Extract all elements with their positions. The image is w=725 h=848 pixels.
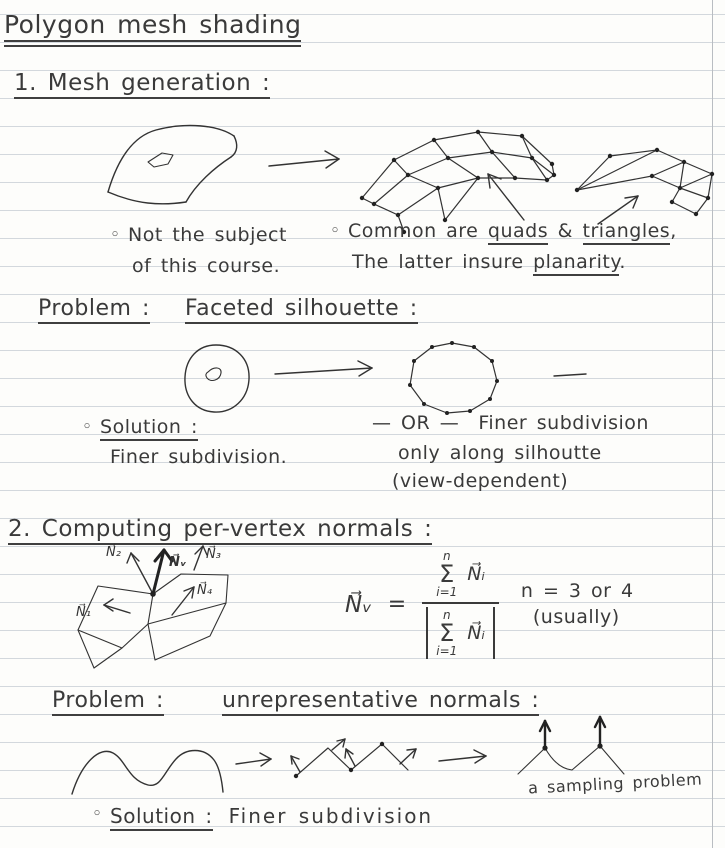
normal-label-n4: N⃗₄ <box>197 583 212 598</box>
peak-vertices <box>542 743 602 750</box>
dash-stroke <box>554 374 586 376</box>
arrow-right-icon <box>272 358 387 384</box>
arrow-right-icon <box>436 746 498 770</box>
note-not-subject: ◦ Not the subject of this course. <box>110 220 287 282</box>
arrow-right-icon <box>233 750 281 772</box>
vertex-normals-drawing <box>60 540 305 685</box>
sampled-peaks-drawing <box>512 708 647 780</box>
normal-label-nv: N⃗ᵥ <box>169 555 187 570</box>
page-title: Polygon mesh shading <box>4 10 301 47</box>
circle-strokes <box>185 345 249 412</box>
problem1-label: Problem : <box>38 296 150 321</box>
faceted-circle-drawing <box>402 340 502 418</box>
summation-symbol: n Σ i=1 <box>436 608 458 658</box>
smooth-circle-drawing <box>178 342 256 416</box>
formula-fraction <box>422 550 499 659</box>
dash-mark <box>552 370 592 380</box>
bullet-icon: ◦ <box>92 804 103 824</box>
normal-arrows <box>291 739 416 772</box>
problem2-label: Problem : <box>52 688 164 713</box>
surface-patch-strokes <box>108 125 237 203</box>
vertex-normal-formula <box>345 550 634 659</box>
wave-stroke <box>72 751 223 795</box>
normal-label-n1: N⃗₁ <box>76 605 91 620</box>
peak-normal-arrows <box>540 717 605 748</box>
polyline-normals-drawing <box>288 736 428 791</box>
note-common-quads: ◦ Common are quads & triangles, The latter insure planarity. <box>330 216 677 278</box>
formula-equals: = <box>387 592 407 617</box>
section1-heading: 1. Mesh generation : <box>14 70 270 96</box>
arrow-strokes <box>488 174 524 220</box>
or-alternative-line2: only along silhoutte <box>398 442 602 464</box>
solution1: ◦ Solution : Finer subdivision. <box>82 412 287 472</box>
normal-label-n3: N⃗₃ <box>206 547 221 562</box>
arrow-strokes <box>269 151 339 168</box>
smooth-wave-drawing <box>66 740 236 802</box>
formula-lhs: N⃗ᵥ <box>345 591 372 618</box>
summation-symbol: n Σ i=1 <box>436 549 458 599</box>
paper-edge-line <box>712 0 713 848</box>
formula-note: n = 3 or 4 (usually) <box>520 579 634 628</box>
arrow-strokes <box>275 361 372 376</box>
formula-numerator: n Σ i=1 N⃗ᵢ <box>422 550 499 604</box>
smooth-surface-patch-drawing <box>98 122 258 218</box>
normal-label-n2: N⃗₂ <box>106 545 121 560</box>
or-alternative-line1: — OR — Finer subdivision <box>372 412 649 434</box>
formula-denominator: n Σ i=1 N⃗ᵢ <box>426 607 495 659</box>
arrow-right-icon <box>265 148 355 178</box>
problem1-text: Faceted silhouette : <box>185 296 418 321</box>
or-alternative-line3: (view-dependent) <box>392 470 569 492</box>
sampling-problem-caption: a sampling problem <box>527 769 703 798</box>
problem2-text: unrepresentative normals : <box>222 688 539 713</box>
bullet-icon: ◦ <box>330 221 341 241</box>
bullet-icon: ◦ <box>82 417 93 437</box>
polyline-vertices <box>294 742 384 778</box>
arrow-strokes <box>236 753 271 766</box>
polygon-vertices <box>408 341 499 415</box>
section2-heading: 2. Computing per-vertex normals : <box>8 516 432 542</box>
center-vertex-dot <box>150 591 156 597</box>
arrow-strokes <box>439 750 486 763</box>
peaks-stroke <box>518 746 624 774</box>
bullet-icon: ◦ <box>110 225 121 245</box>
solution2: ◦ Solution : Finer subdivision <box>92 804 433 828</box>
